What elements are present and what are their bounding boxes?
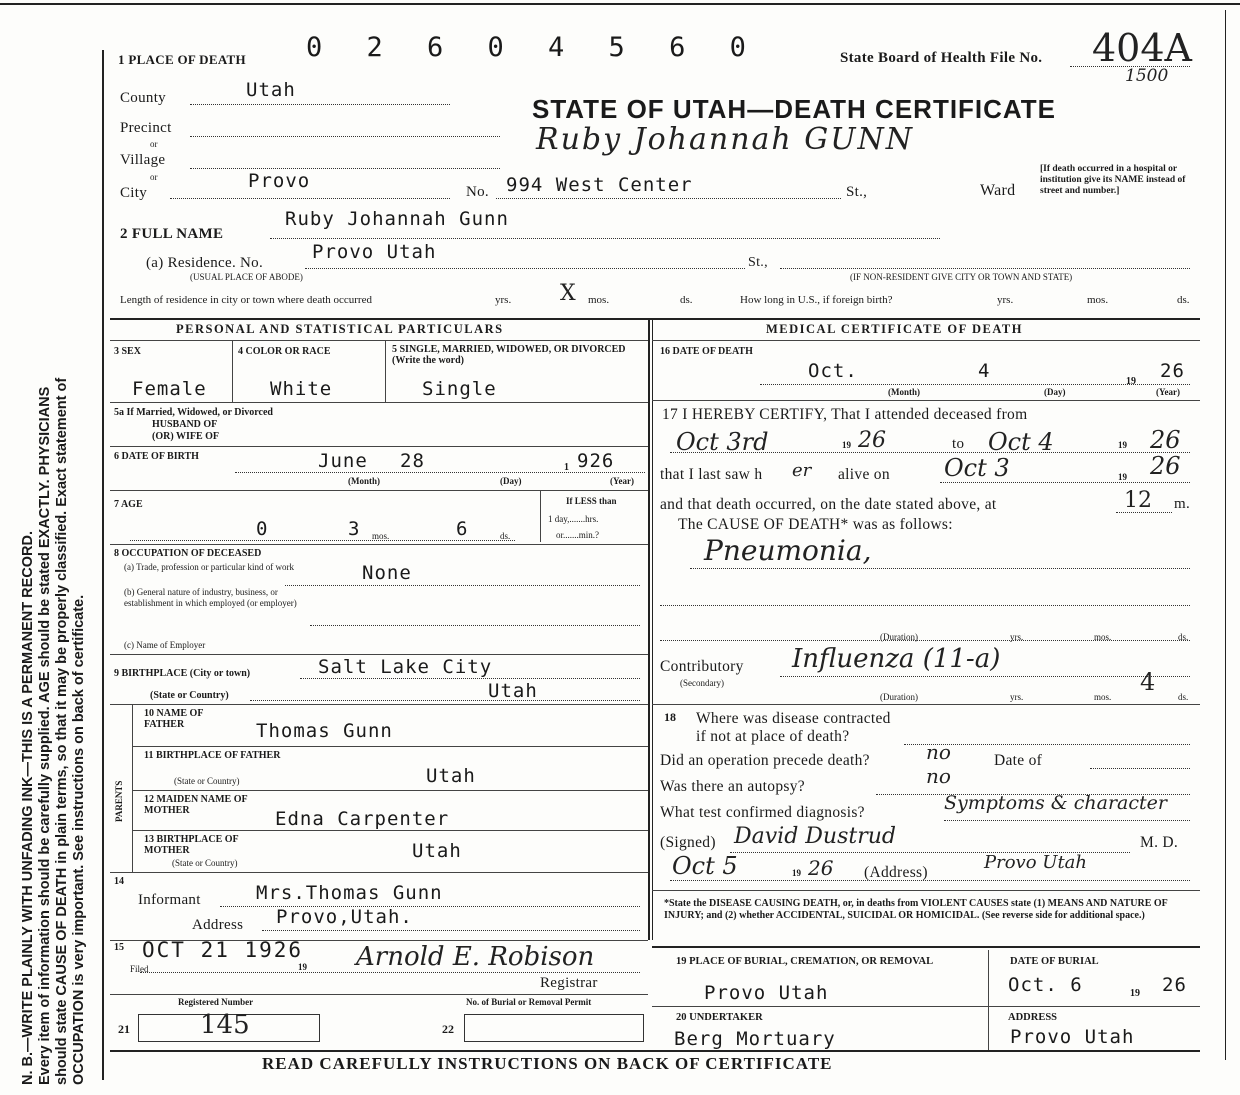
dob-label: 6 DATE OF BIRTH [114,451,199,462]
dob-day-cap: (Day) [500,476,522,486]
cause-of-death: Pneumonia, [704,534,872,567]
spouse-label-1: 5a If Married, Widowed, or Divorced [114,407,273,418]
precinct-label: Precinct [120,120,172,136]
burial-year: 26 [1162,974,1187,996]
to-19: 19 [1118,440,1127,450]
rule [130,540,515,541]
occupation-b: (b) General nature of industry, business, or establishment in which employed (or employer) [124,587,297,608]
operation-answer: no [926,740,951,764]
dob-month-cap: (Month) [348,476,380,486]
rule [300,678,640,679]
physician-address-label: (Address) [864,864,928,881]
age-days: 6 [456,518,469,540]
mother-birthplace-sub: (State or Country) [172,858,238,868]
rule [1116,512,1172,513]
length-mos-mark: X [560,281,576,306]
rule [232,340,233,402]
birthplace-state-label: (State or Country) [150,690,229,701]
rule [110,994,648,995]
spouse-label-3: (OR) WIFE OF [152,431,220,442]
rule [110,402,648,403]
st-label: St., [846,184,868,200]
attended-to-year: 26 [1150,426,1181,454]
cause-yrs: yrs. [1010,632,1024,642]
undertaker-label: 20 UNDERTAKER [676,1012,763,1023]
burial-permit-box [464,1014,644,1042]
rule [132,746,648,747]
autopsy-answer: no [926,764,951,788]
registered-number: 145 [200,1010,250,1040]
top-border [0,3,1240,5]
rule [690,568,1190,569]
left-margin-rule [102,50,104,1080]
us-yrs: yrs. [997,294,1014,306]
mother-birthplace: Utah [412,840,462,862]
age-mos-cap: mos. [372,531,390,541]
rule [1090,768,1190,769]
burial-place-label: 19 PLACE OF BURIAL, CREMATION, OR REMOVAL [676,956,934,967]
attended-from: Oct 3rd [676,428,769,456]
spouse-label-2: HUSBAND OF [152,419,218,430]
rule [310,625,640,626]
rule [940,482,1190,483]
father-birthplace-sub: (State or Country) [174,776,240,786]
center-divider [648,320,650,940]
age-label: 7 AGE [114,499,143,510]
city-value: Provo [248,170,311,192]
contrib-mos: mos. [1094,692,1112,702]
side-line-3: should state CAUSE OF DEATH in plain terms, so that it may be properly classified. Exact statement of [54,377,70,1085]
age-years: 0 [256,518,269,540]
rule [132,790,648,791]
registered-number-label: Registered Number [178,997,254,1007]
birthplace-state: Utah [488,680,538,702]
rule [140,972,640,973]
sex-value: Female [132,378,207,400]
age-less-than: If LESS than [566,496,617,506]
burial-19: 19 [1130,988,1140,999]
date-of-label: Date of [994,752,1043,769]
signed-label: (Signed) [660,834,716,851]
item-15: 15 [114,942,124,953]
village-line [190,168,500,169]
occupation-c: (c) Name of Employer [124,640,206,650]
registrar-signature: Arnold E. Robison [356,942,595,972]
ward-label: Ward [980,182,1016,199]
rule [110,872,648,873]
sex-label: 3 SEX [114,346,141,357]
dob-day: 28 [400,450,425,472]
registrar-label: Registrar [540,975,598,991]
residence-value: Provo Utah [312,241,437,263]
certificate-title: STATE OF UTAH—DEATH CERTIFICATE [532,94,1056,124]
to-label: to [952,436,965,452]
father-label: 10 NAME OF FATHER [144,708,204,730]
village-label: Village [120,152,166,168]
death-occurred-text: and that death occurred, on the date stated above, at [660,496,997,513]
footer-instructions: READ CAREFULLY INSTRUCTIONS ON BACK OF CERTIFICATE [262,1054,833,1073]
filed-19: 19 [298,962,307,972]
signed-year: 26 [808,856,834,880]
side-line-1: N. B.—WRITE PLAINLY WITH UNFADING INK—THIS IS A PERMANENT RECORD. [20,531,36,1085]
rule [132,704,133,872]
secondary-label: (Secondary) [680,678,724,688]
city-line [170,198,450,199]
side-line-4: OCCUPATION is very important. See instructions on back of certificate. [71,594,87,1085]
rule [250,700,640,701]
rule [235,472,645,473]
street-line [496,198,841,199]
undertaker: Berg Mortuary [674,1028,836,1050]
rule [110,1050,1200,1052]
color-label: 4 COLOR OR RACE [238,346,331,357]
rule [110,490,648,491]
from-19: 19 [842,440,851,450]
burial-date-label: DATE OF BURIAL [1010,956,1099,967]
handwritten-name: Ruby Johannah GUNN [536,122,915,157]
death-hour: 12 [1124,488,1152,513]
rule [760,384,1190,385]
death-day-cap: (Day) [1044,387,1066,397]
father-value: Thomas Gunn [256,720,393,742]
side-instructions [20,15,88,1085]
signed-19: 19 [792,868,801,878]
rule [652,946,1200,948]
rule [385,340,386,402]
dob-year-cap: (Year) [610,476,634,486]
physician-signature: David Dustrud [734,824,897,849]
side-line-2: Every item of information should be carefully supplied. AGE should be stated EXACTLY. PHYSICIANS [37,386,53,1085]
burial-permit-label: No. of Burial or Removal Permit [466,997,592,1007]
file-number-sub: 1500 [1125,66,1169,86]
medical-footnote: *State the DISEASE CAUSING DEATH, or, in deaths from VIOLENT CAUSES state (1) MEANS AND NATURE OF INJURY; and (2) whether ACCIDENTAL, SUICIDAL OR HOMICIDAL. (See reverse side for additional space.) [664,898,1168,921]
death-year-cap: (Year) [1156,387,1180,397]
mother-value: Edna Carpenter [275,808,450,830]
street-value: 994 West Center [506,174,693,196]
or-2: or [150,172,158,182]
county-label: County [120,90,166,106]
nonresident-note: (IF NON-RESIDENT GIVE CITY OR TOWN AND STATE) [850,272,1073,282]
rule [988,950,989,1006]
death-19: 19 [1126,376,1136,387]
birthplace-label: 9 BIRTHPLACE (City or town) [114,668,251,679]
rule [780,676,1190,677]
contributory-label: Contributory [660,658,744,675]
rule [652,890,1200,891]
or-1: or [150,139,158,149]
informant-address: Provo,Utah. [276,906,413,928]
rule [652,1006,1200,1007]
file-no-line [1070,66,1190,67]
personal-heading: PERSONAL AND STATISTICAL PARTICULARS [176,322,504,336]
last-saw-19: 19 [1118,472,1127,482]
rule [988,1006,989,1050]
rule [660,605,1190,606]
contracted-line-1: Where was disease contracted [696,710,891,727]
county-line [190,104,450,105]
cause-duration: (Duration) [880,632,918,642]
rule [110,446,648,447]
parents-label: PARENTS [114,780,124,822]
rule [652,400,1200,401]
rule [944,820,1190,821]
item-22: 22 [442,1022,454,1036]
rule [132,830,648,831]
md-label: M. D. [1140,834,1179,851]
us-ds: ds. [1177,294,1190,306]
contracted-line-2: if not at place of death? [696,728,850,745]
age-or-min: or.......min.? [556,530,599,540]
operation-label: Did an operation precede death? [660,752,870,769]
item-21: 21 [118,1022,130,1036]
rule [540,490,541,542]
diagnosis-label: What test confirmed diagnosis? [660,804,865,821]
rule [262,930,640,931]
residence-line [305,268,745,269]
full-name-label: 2 FULL NAME [120,226,224,242]
age-day-hrs: 1 day,.......hrs. [548,514,599,524]
last-saw-her: er [792,460,812,481]
signed-date: Oct 5 [672,852,738,880]
cause-mos: mos. [1094,632,1112,642]
length-of-residence-label: Length of residence in city or town where death occurred [120,294,372,306]
residence-city-line [780,268,1190,269]
contrib-days: 4 [1140,668,1156,696]
dob-year-prefix: 1 [564,462,569,473]
date-of-death-label: 16 DATE OF DEATH [660,346,753,357]
physician-address: Provo Utah [984,852,1088,873]
county-value: Utah [246,79,296,101]
rule [110,340,648,341]
length-yrs: yrs. [495,294,512,306]
rule [110,704,648,705]
father-birthplace: Utah [426,765,476,787]
diagnosis-answer: Symptoms & character [944,792,1167,814]
contrib-yrs: yrs. [1010,692,1024,702]
contrib-ds: ds. [1178,692,1189,702]
death-month: Oct. [808,360,858,382]
residence-st-label: St., [748,255,768,270]
attended-from-year: 26 [858,428,886,453]
file-number: 404A [1092,26,1192,70]
mother-label: 12 MAIDEN NAME OF MOTHER [144,794,248,816]
cause-ds: ds. [1178,632,1189,642]
rule [652,704,1200,705]
marital-value: Single [422,378,497,400]
cause-label: The CAUSE OF DEATH* was as follows: [678,516,953,533]
certify-text: 17 I HEREBY CERTIFY, That I attended deceased from [662,406,1028,423]
rule [670,452,1190,453]
residence-label: (a) Residence. No. [146,255,264,271]
burial-date: Oct. 6 [1008,974,1083,996]
us-mos: mos. [1087,294,1109,306]
precinct-line [190,136,500,137]
length-mos: mos. [588,294,610,306]
undertaker-address-label: ADDRESS [1008,1012,1058,1023]
contrib-duration: (Duration) [880,692,918,702]
certificate-number: 0 2 6 0 4 5 6 0 [306,32,760,63]
occupation-a: (a) Trade, profession or particular kind of work [124,562,294,572]
death-m: m. [1174,496,1191,512]
mother-birthplace-label: 13 BIRTHPLACE OF MOTHER [144,834,239,856]
rule [110,544,648,545]
rule [670,880,1190,881]
contributory-cause: Influenza (11-a) [792,644,1001,674]
length-ds: ds. [680,294,693,306]
place-of-death-label: 1 PLACE OF DEATH [118,52,246,67]
occupation-value: None [362,562,412,584]
informant-label: Informant [138,892,201,908]
birthplace-city: Salt Lake City [318,656,493,678]
center-divider-2 [652,320,653,940]
how-long-us-label: How long in U.S., if foreign birth? [740,294,893,306]
table-top-rule [110,318,1200,320]
occupation-label: 8 OCCUPATION OF DECEASED [114,548,262,559]
last-saw-year: 26 [1150,452,1181,480]
medical-heading: MEDICAL CERTIFICATE OF DEATH [766,322,1023,336]
dob-year: 926 [577,450,615,472]
rule [660,640,1190,641]
last-saw-text-2: alive on [838,466,890,483]
autopsy-label: Was there an autopsy? [660,778,805,795]
rule [110,654,648,655]
last-saw-date: Oct 3 [944,454,1010,482]
filed-stamp: OCT 21 1926 [142,938,304,962]
item-18: 18 [664,710,676,724]
rule [652,340,1200,341]
informant-value: Mrs.Thomas Gunn [256,882,443,904]
full-name-value: Ruby Johannah Gunn [285,208,509,230]
marital-label: 5 SINGLE, MARRIED, WIDOWED, OR DIVORCED (Write the word) [392,344,626,366]
informant-address-label: Address [192,917,244,933]
attended-to: Oct 4 [988,428,1054,456]
death-year: 26 [1160,360,1185,382]
burial-place: Provo Utah [704,982,829,1004]
age-months: 3 [348,518,361,540]
city-label: City [120,185,148,201]
rule [285,585,640,586]
abode-note: (USUAL PLACE OF ABODE) [190,272,303,282]
filed-label: Filed [130,964,149,974]
father-birthplace-label: 11 BIRTHPLACE OF FATHER [144,750,281,761]
file-number-label: State Board of Health File No. [840,50,1043,66]
item-14: 14 [114,876,124,887]
right-border [1225,10,1226,1060]
no-label: No. [466,184,489,200]
death-day: 4 [978,360,991,382]
ward-note: [If death occurred in a hospital or institution give its NAME instead of street and number.] [1040,164,1186,196]
color-value: White [270,378,333,400]
dob-month: June [318,450,368,472]
last-saw-text: that I last saw h [660,466,763,483]
undertaker-address: Provo Utah [1010,1026,1135,1048]
death-month-cap: (Month) [888,387,920,397]
full-name-line [270,238,940,239]
age-ds-cap: ds. [500,531,511,541]
